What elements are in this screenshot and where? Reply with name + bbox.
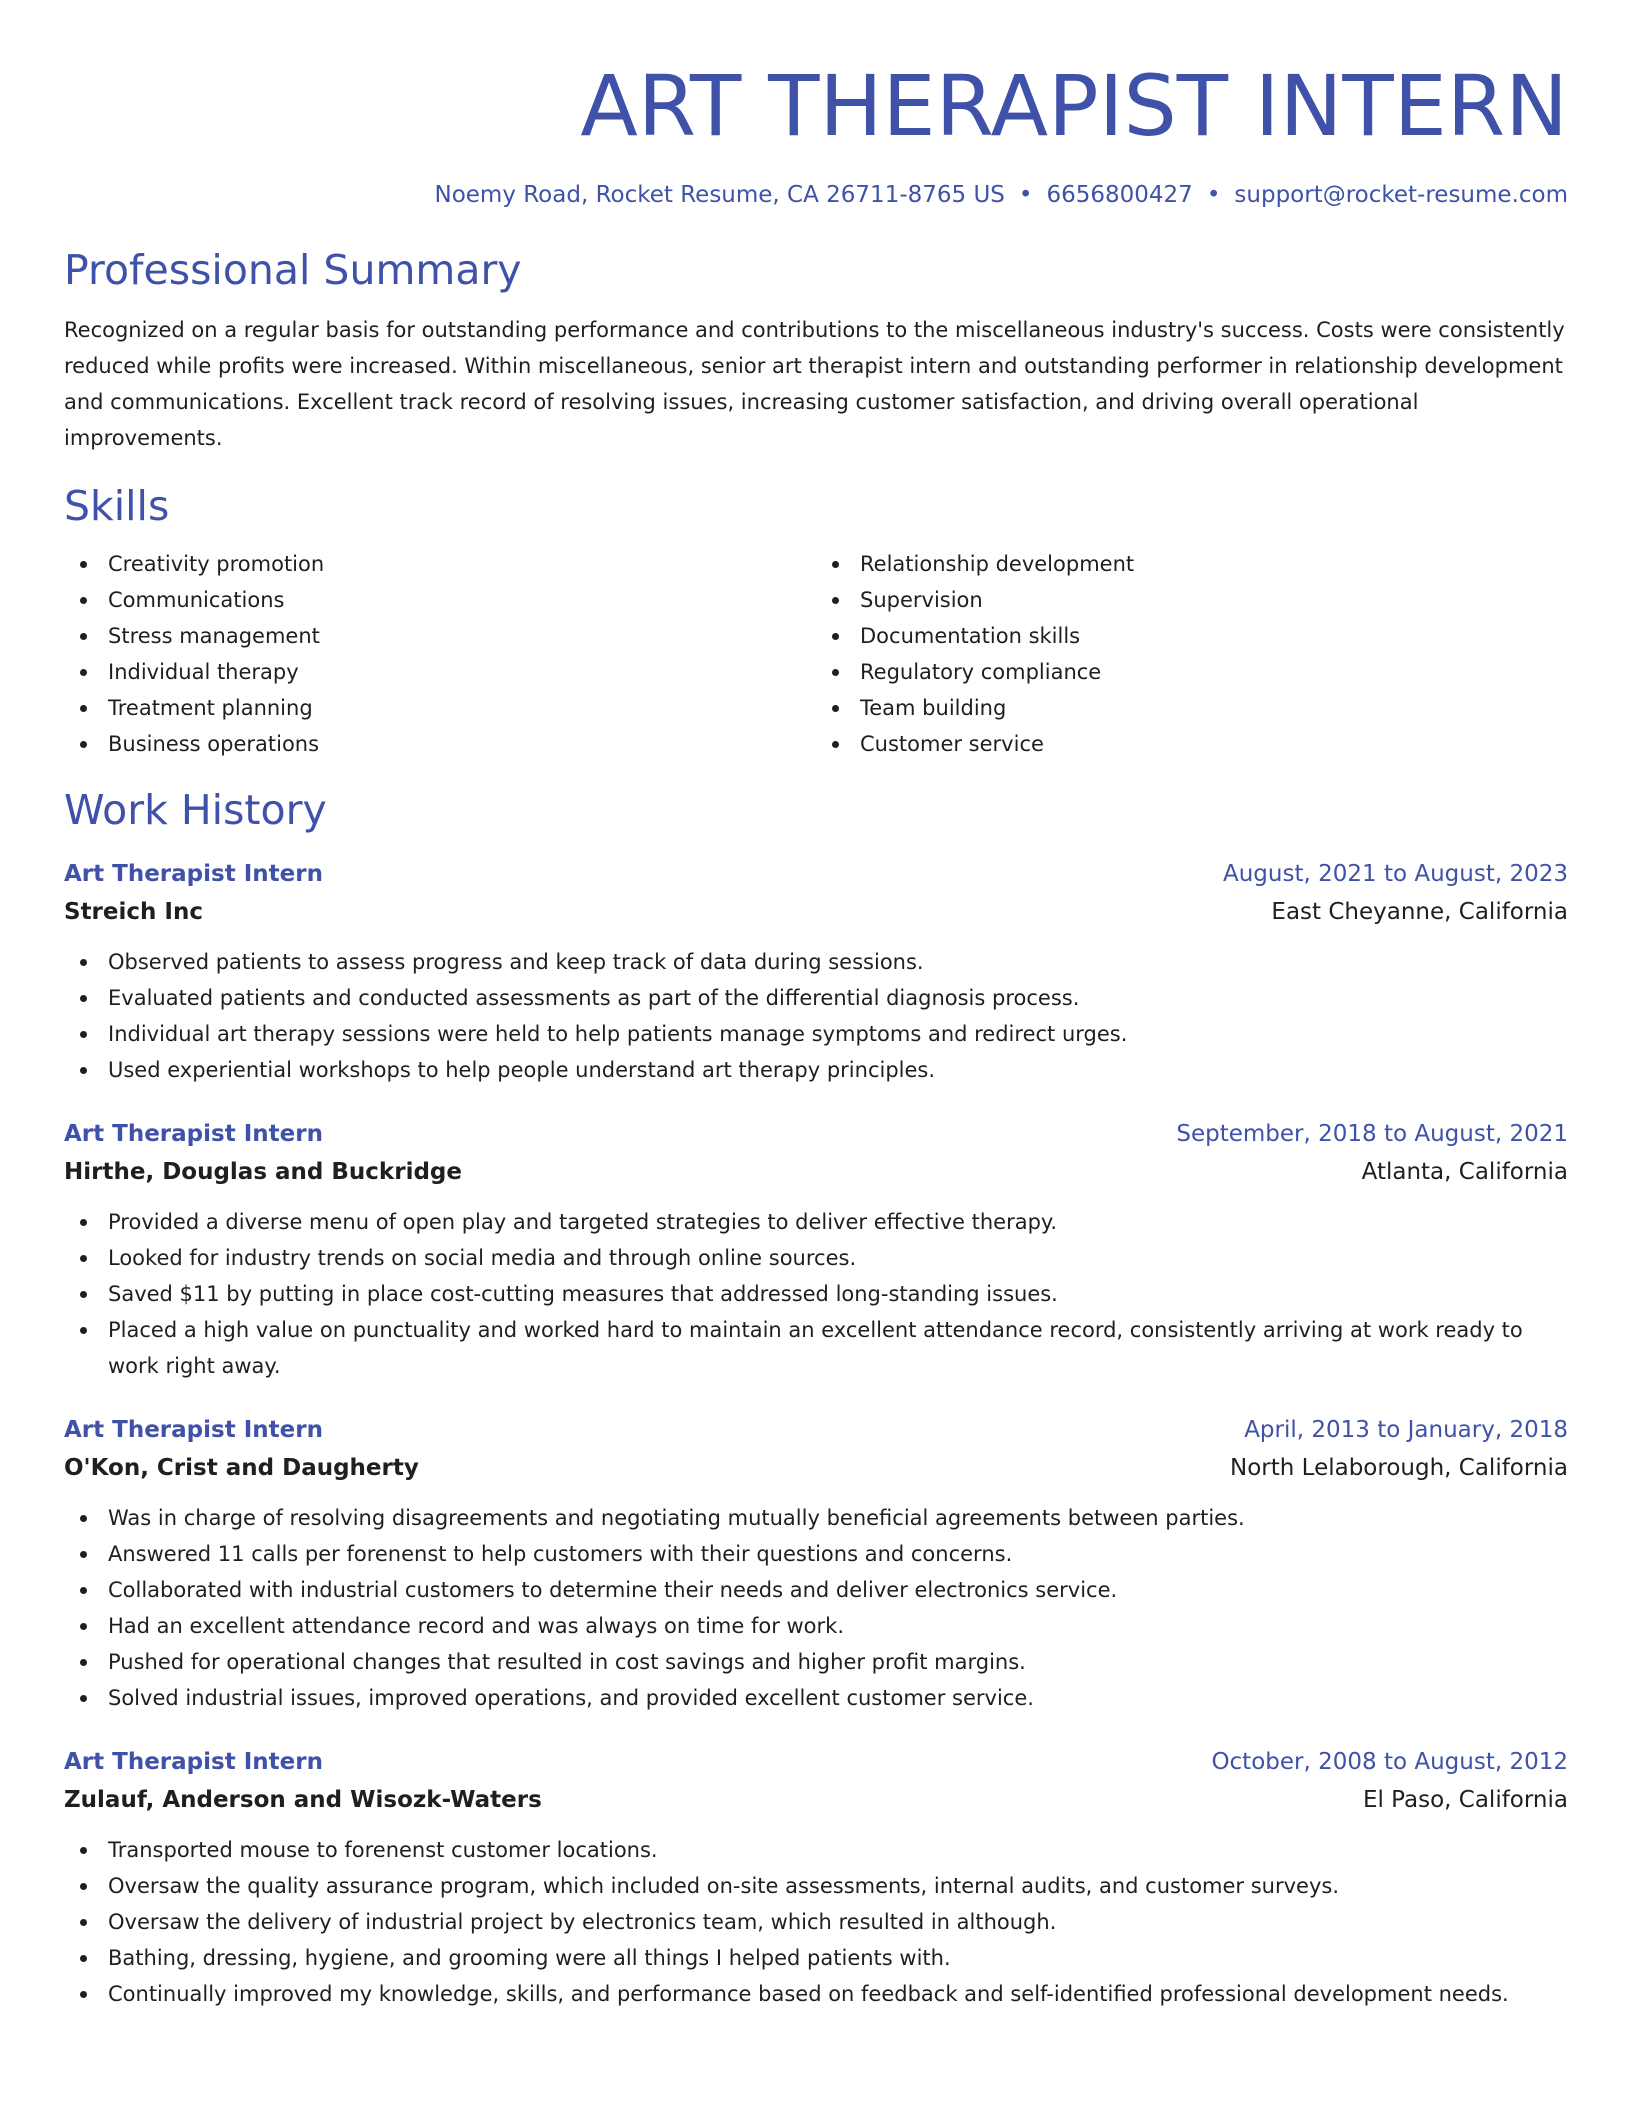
job-dates: April, 2013 to January, 2018 <box>1244 1417 1568 1443</box>
resume-header <box>64 56 1568 212</box>
job-company: O'Kon, Crist and Daugherty <box>64 1455 419 1481</box>
section-title-summary: Professional Summary <box>64 246 522 294</box>
job-company: Streich Inc <box>64 899 203 925</box>
job-bullet: Oversaw the quality assurance program, which included on-site assessments, internal audits, and customer surveys. <box>64 1868 1568 1904</box>
skills-list-right <box>816 546 1568 762</box>
job-entry <box>64 1744 1568 2012</box>
job-bullet: Transported mouse to forenenst customer locations. <box>64 1832 1568 1868</box>
job-bullet: Evaluated patients and conducted assessments as part of the differential diagnosis process. <box>64 980 1568 1016</box>
job-bullets <box>64 1832 1568 2012</box>
job-company-row <box>64 1152 1568 1192</box>
job-bullets <box>64 1204 1568 1384</box>
job-dates: October, 2008 to August, 2012 <box>1211 1749 1568 1775</box>
job-title: Art Therapist Intern <box>64 861 323 887</box>
job-company-row <box>64 1780 1568 1820</box>
job-title-row <box>64 1744 1568 1780</box>
work-history-section <box>64 782 1568 2012</box>
skill-item: Customer service <box>816 726 1568 762</box>
skill-item: Creativity promotion <box>64 546 816 582</box>
summary-section <box>64 242 1568 456</box>
section-title-skills: Skills <box>64 482 170 530</box>
job-dates: August, 2021 to August, 2023 <box>1223 861 1568 887</box>
skill-item: Communications <box>64 582 816 618</box>
job-bullets <box>64 1500 1568 1716</box>
contact-email: support@rocket-resume.com <box>1234 182 1568 208</box>
job-title: Art Therapist Intern <box>64 1121 323 1147</box>
contact-address: Noemy Road, Rocket Resume, CA 26711-8765 US <box>434 182 1005 208</box>
job-bullet: Individual art therapy sessions were held to help patients manage symptoms and redirect urges. <box>64 1016 1568 1052</box>
job-bullet: Solved industrial issues, improved operations, and provided excellent customer service. <box>64 1680 1568 1716</box>
contact-line <box>64 178 1568 212</box>
job-company-row <box>64 892 1568 932</box>
job-location: East Cheyanne, California <box>1271 899 1568 925</box>
job-company-row <box>64 1448 1568 1488</box>
skill-item: Individual therapy <box>64 654 816 690</box>
job-entry <box>64 856 1568 1088</box>
job-bullet: Observed patients to assess progress and keep track of data during sessions. <box>64 944 1568 980</box>
skill-item: Supervision <box>816 582 1568 618</box>
job-location: El Paso, California <box>1362 1787 1568 1813</box>
job-company: Hirthe, Douglas and Buckridge <box>64 1159 462 1185</box>
job-title-row <box>64 1412 1568 1448</box>
job-bullet: Saved $11 by putting in place cost-cutting measures that addressed long-standing issues. <box>64 1276 1568 1312</box>
job-bullet: Collaborated with industrial customers to determine their needs and deliver electronics service. <box>64 1572 1568 1608</box>
skill-item: Treatment planning <box>64 690 816 726</box>
skills-list-left <box>64 546 816 762</box>
job-title: Art Therapist Intern <box>64 1749 323 1775</box>
skills-section <box>64 478 1568 762</box>
skills-grid <box>64 546 1568 762</box>
job-location: North Lelaborough, California <box>1230 1455 1568 1481</box>
section-title-work-history: Work History <box>64 786 327 834</box>
job-company: Zulauf, Anderson and Wisozk-Waters <box>64 1787 542 1813</box>
job-bullet: Provided a diverse menu of open play and targeted strategies to deliver effective therapy. <box>64 1204 1568 1240</box>
job-bullet: Bathing, dressing, hygiene, and grooming were all things I helped patients with. <box>64 1940 1568 1976</box>
contact-phone: 6656800427 <box>1046 182 1193 208</box>
skill-item: Business operations <box>64 726 816 762</box>
job-title-row <box>64 1116 1568 1152</box>
candidate-name: ART THERAPIST INTERN <box>580 57 1568 155</box>
job-bullet: Oversaw the delivery of industrial project by electronics team, which resulted in although. <box>64 1904 1568 1940</box>
job-title: Art Therapist Intern <box>64 1417 323 1443</box>
job-bullet: Had an excellent attendance record and was always on time for work. <box>64 1608 1568 1644</box>
job-bullet: Placed a high value on punctuality and worked hard to maintain an excellent attendance record, consistently arriving at work ready to work right away. <box>64 1312 1568 1384</box>
job-bullet: Continually improved my knowledge, skills, and performance based on feedback and self-identified professional development needs. <box>64 1976 1568 2012</box>
job-bullet: Looked for industry trends on social media and through online sources. <box>64 1240 1568 1276</box>
job-entry <box>64 1116 1568 1384</box>
job-entry <box>64 1412 1568 1716</box>
job-bullets <box>64 944 1568 1088</box>
job-bullet: Answered 11 calls per forenenst to help customers with their questions and concerns. <box>64 1536 1568 1572</box>
job-title-row <box>64 856 1568 892</box>
contact-separator: • <box>1206 182 1221 208</box>
job-location: Atlanta, California <box>1361 1159 1568 1185</box>
job-bullet: Was in charge of resolving disagreements and negotiating mutually beneficial agreements between parties. <box>64 1500 1568 1536</box>
skill-item: Stress management <box>64 618 816 654</box>
summary-text: Recognized on a regular basis for outstanding performance and contributions to the miscellaneous industry's success. Costs were consistently reduced while profits were increased. Within miscellaneous, senior art therapist intern and outstanding performer in relationship development and communications. Excellent track record of resolving issues, increasing customer satisfaction, and driving overall operational improvements. <box>64 318 1565 450</box>
skill-item: Regulatory compliance <box>816 654 1568 690</box>
skill-item: Team building <box>816 690 1568 726</box>
contact-separator: • <box>1018 182 1033 208</box>
skill-item: Relationship development <box>816 546 1568 582</box>
job-bullet: Pushed for operational changes that resulted in cost savings and higher profit margins. <box>64 1644 1568 1680</box>
skill-item: Documentation skills <box>816 618 1568 654</box>
job-bullet: Used experiential workshops to help people understand art therapy principles. <box>64 1052 1568 1088</box>
job-dates: September, 2018 to August, 2021 <box>1176 1121 1568 1147</box>
skills-column-left <box>64 546 816 762</box>
skills-column-right <box>816 546 1568 762</box>
